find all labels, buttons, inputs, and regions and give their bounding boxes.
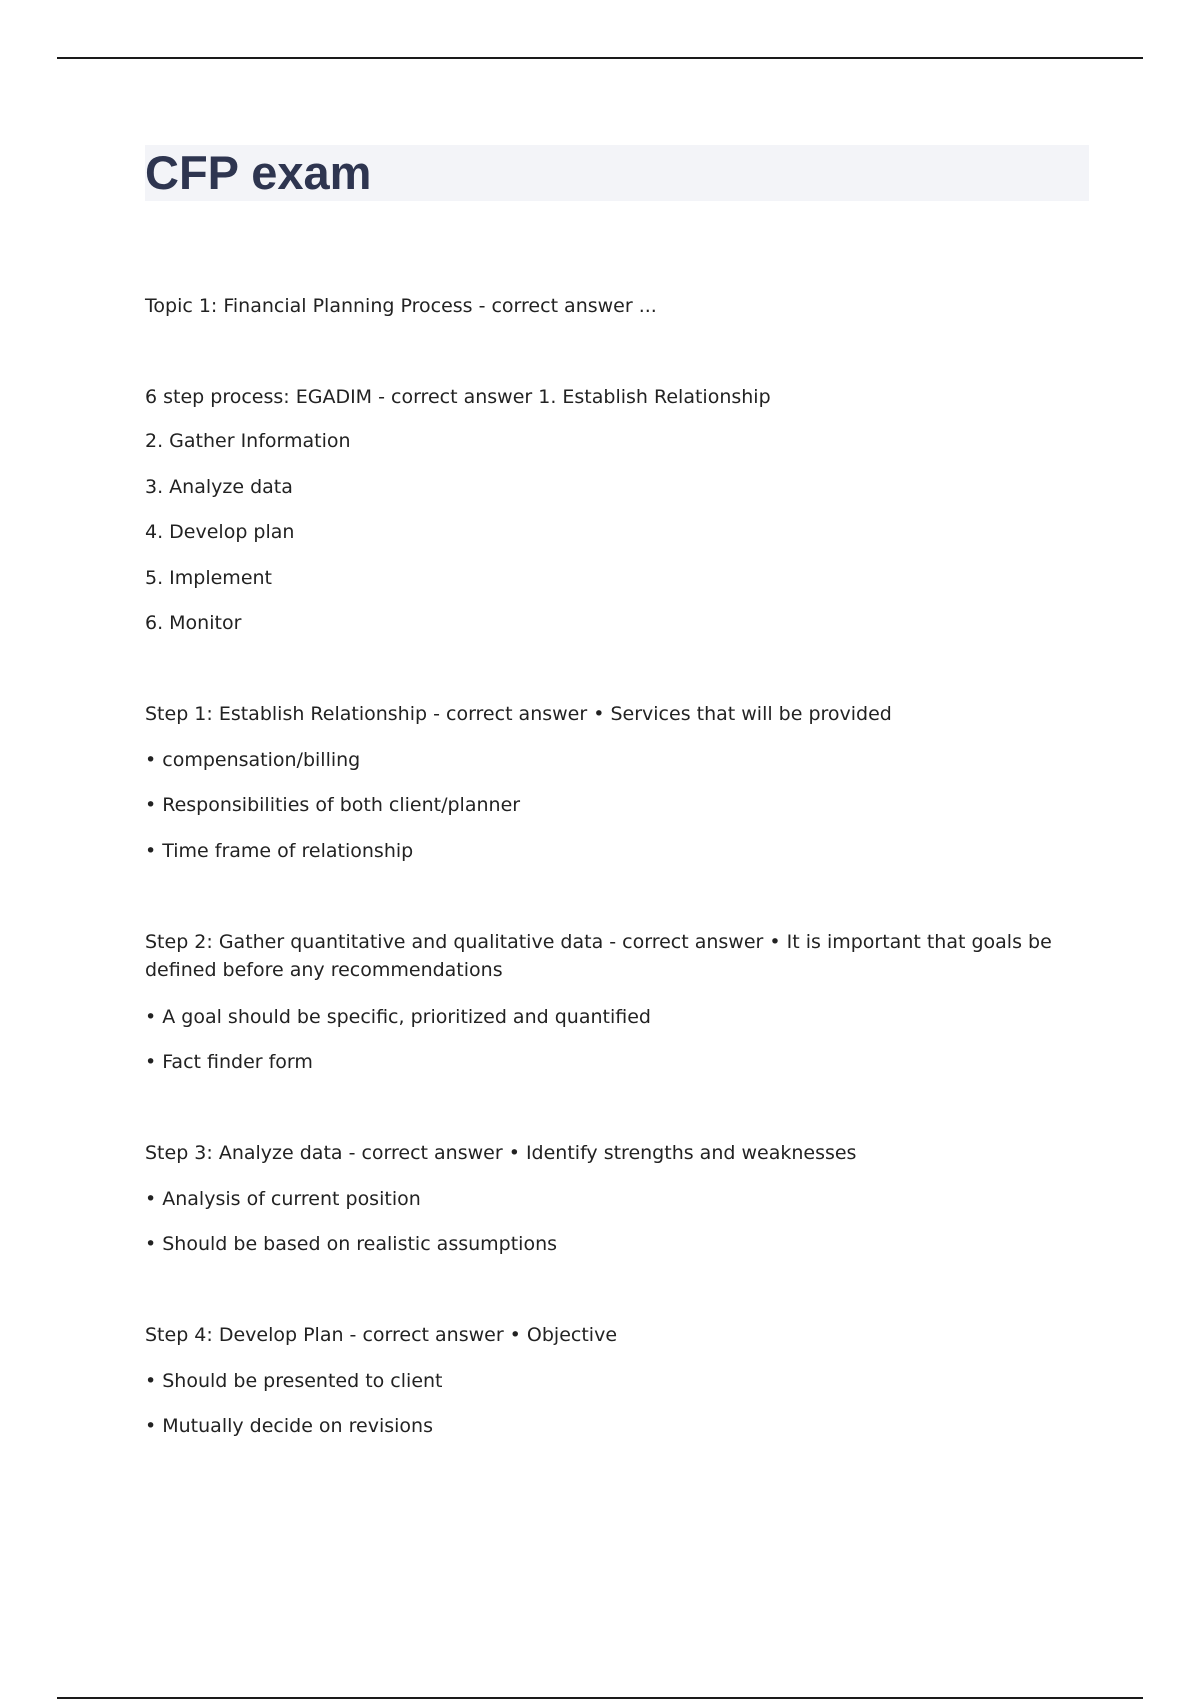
header-rule: [57, 57, 1143, 59]
list-item: • Should be based on realistic assumptions: [145, 1233, 558, 1255]
title-banner: [145, 145, 1089, 201]
list-item: 3. Analyze data: [145, 476, 293, 498]
list-item: 4. Develop plan: [145, 521, 295, 543]
list-item: 2. Gather Information: [145, 430, 351, 452]
qa-step-3: Step 3: Analyze data - correct answer • Identify strengths and weaknesses: [145, 1142, 857, 1164]
topic-heading: Topic 1: Financial Planning Process - correct answer ...: [145, 295, 657, 317]
page-title: CFP exam: [145, 146, 372, 199]
qa-step-1: Step 1: Establish Relationship - correct answer • Services that will be provided: [145, 703, 892, 725]
list-item: • Analysis of current position: [145, 1188, 421, 1210]
footer-rule: [57, 1697, 1143, 1699]
list-item: 6. Monitor: [145, 612, 242, 634]
list-item: 5. Implement: [145, 567, 272, 589]
qa-step-2: Step 2: Gather quantitative and qualitative data - correct answer • It is important that goals be defined before any recommendations: [145, 931, 1052, 981]
list-item: • Time frame of relationship: [145, 840, 414, 862]
qa-step-4: Step 4: Develop Plan - correct answer • Objective: [145, 1324, 618, 1346]
list-item: • compensation/billing: [145, 749, 361, 771]
list-item: • Fact finder form: [145, 1051, 313, 1073]
qa-six-step-process: 6 step process: EGADIM - correct answer 1. Establish Relationship: [145, 386, 771, 408]
list-item: • Should be presented to client: [145, 1370, 443, 1392]
list-item: • Responsibilities of both client/planner: [145, 794, 521, 816]
list-item: • A goal should be specific, prioritized and quantified: [145, 1006, 651, 1028]
list-item: • Mutually decide on revisions: [145, 1415, 433, 1437]
